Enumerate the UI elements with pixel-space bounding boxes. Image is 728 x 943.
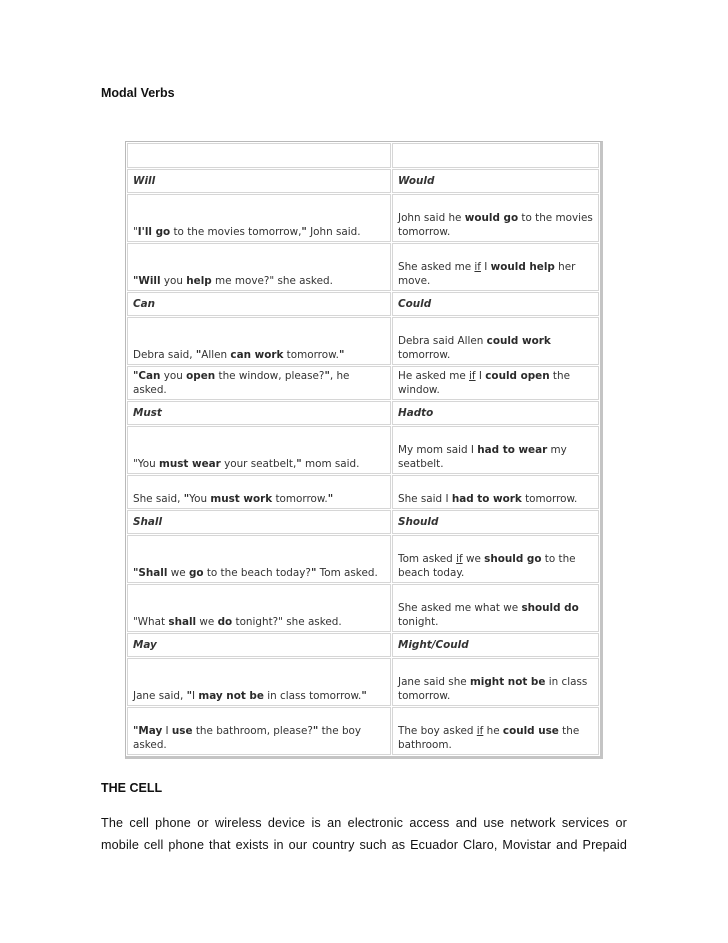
modal-verb-cell: Must	[127, 401, 391, 425]
direct-speech-cell: She said, "You must work tomorrow."	[127, 475, 391, 509]
direct-speech-cell: Debra said, "Allen can work tomorrow."	[127, 317, 391, 365]
reported-speech-cell: She asked me if I would help her move.	[392, 243, 599, 291]
modal-header-row	[127, 633, 599, 657]
reported-modal-cell: Hadto	[392, 401, 599, 425]
reported-speech-cell: He asked me if I could open the window.	[392, 366, 599, 400]
reported-modal-cell: Should	[392, 510, 599, 534]
reported-speech-cell: John said he would go to the movies tomorrow.	[392, 194, 599, 242]
modal-header-row	[127, 510, 599, 534]
reported-speech-cell: She said I had to work tomorrow.	[392, 475, 599, 509]
paragraph-line: mobile cell phone that exists in our country such as Ecuador Claro, Movistar and Prepaid	[101, 838, 627, 852]
reported-modal-cell: Could	[392, 292, 599, 316]
direct-speech-cell: "I'll go to the movies tomorrow," John said.	[127, 194, 391, 242]
modal-verbs-table-body	[127, 143, 599, 755]
reported-speech-cell: Tom asked if we should go to the beach today.	[392, 535, 599, 583]
paragraph-line: The cell phone or wireless device is an electronic access and use network services or	[101, 816, 627, 830]
empty-header-cell	[127, 143, 391, 168]
reported-speech-cell: Debra said Allen could work tomorrow.	[392, 317, 599, 365]
direct-speech-cell: "May I use the bathroom, please?" the boy asked.	[127, 707, 391, 755]
document-title: Modal Verbs	[101, 86, 175, 100]
modal-header-row	[127, 169, 599, 193]
example-row	[127, 194, 599, 242]
modal-header-row	[127, 292, 599, 316]
modal-verb-cell: Can	[127, 292, 391, 316]
section-heading: THE CELL	[101, 781, 163, 795]
reported-modal-cell: Would	[392, 169, 599, 193]
example-row	[127, 243, 599, 291]
example-row	[127, 535, 599, 583]
modal-verbs-table	[125, 141, 603, 759]
empty-header-row	[127, 143, 599, 168]
modal-verb-cell: Will	[127, 169, 391, 193]
direct-speech-cell: "Will you help me move?" she asked.	[127, 243, 391, 291]
direct-speech-cell: Jane said, "I may not be in class tomorrow."	[127, 658, 391, 706]
empty-header-cell	[392, 143, 599, 168]
example-row	[127, 584, 599, 632]
direct-speech-cell: "You must wear your seatbelt," mom said.	[127, 426, 391, 474]
direct-speech-cell: "Can you open the window, please?", he asked.	[127, 366, 391, 400]
example-row	[127, 317, 599, 365]
reported-modal-cell: Might/Could	[392, 633, 599, 657]
reported-speech-cell: The boy asked if he could use the bathroom.	[392, 707, 599, 755]
modal-verb-cell: May	[127, 633, 391, 657]
example-row	[127, 707, 599, 755]
reported-speech-cell: She asked me what we should do tonight.	[392, 584, 599, 632]
direct-speech-cell: "Shall we go to the beach today?" Tom asked.	[127, 535, 391, 583]
example-row	[127, 366, 599, 400]
modal-verb-cell: Shall	[127, 510, 391, 534]
example-row	[127, 475, 599, 509]
example-row	[127, 426, 599, 474]
reported-speech-cell: Jane said she might not be in class tomorrow.	[392, 658, 599, 706]
reported-speech-cell: My mom said I had to wear my seatbelt.	[392, 426, 599, 474]
example-row	[127, 658, 599, 706]
direct-speech-cell: "What shall we do tonight?" she asked.	[127, 584, 391, 632]
modal-header-row	[127, 401, 599, 425]
body-paragraph	[101, 812, 627, 856]
